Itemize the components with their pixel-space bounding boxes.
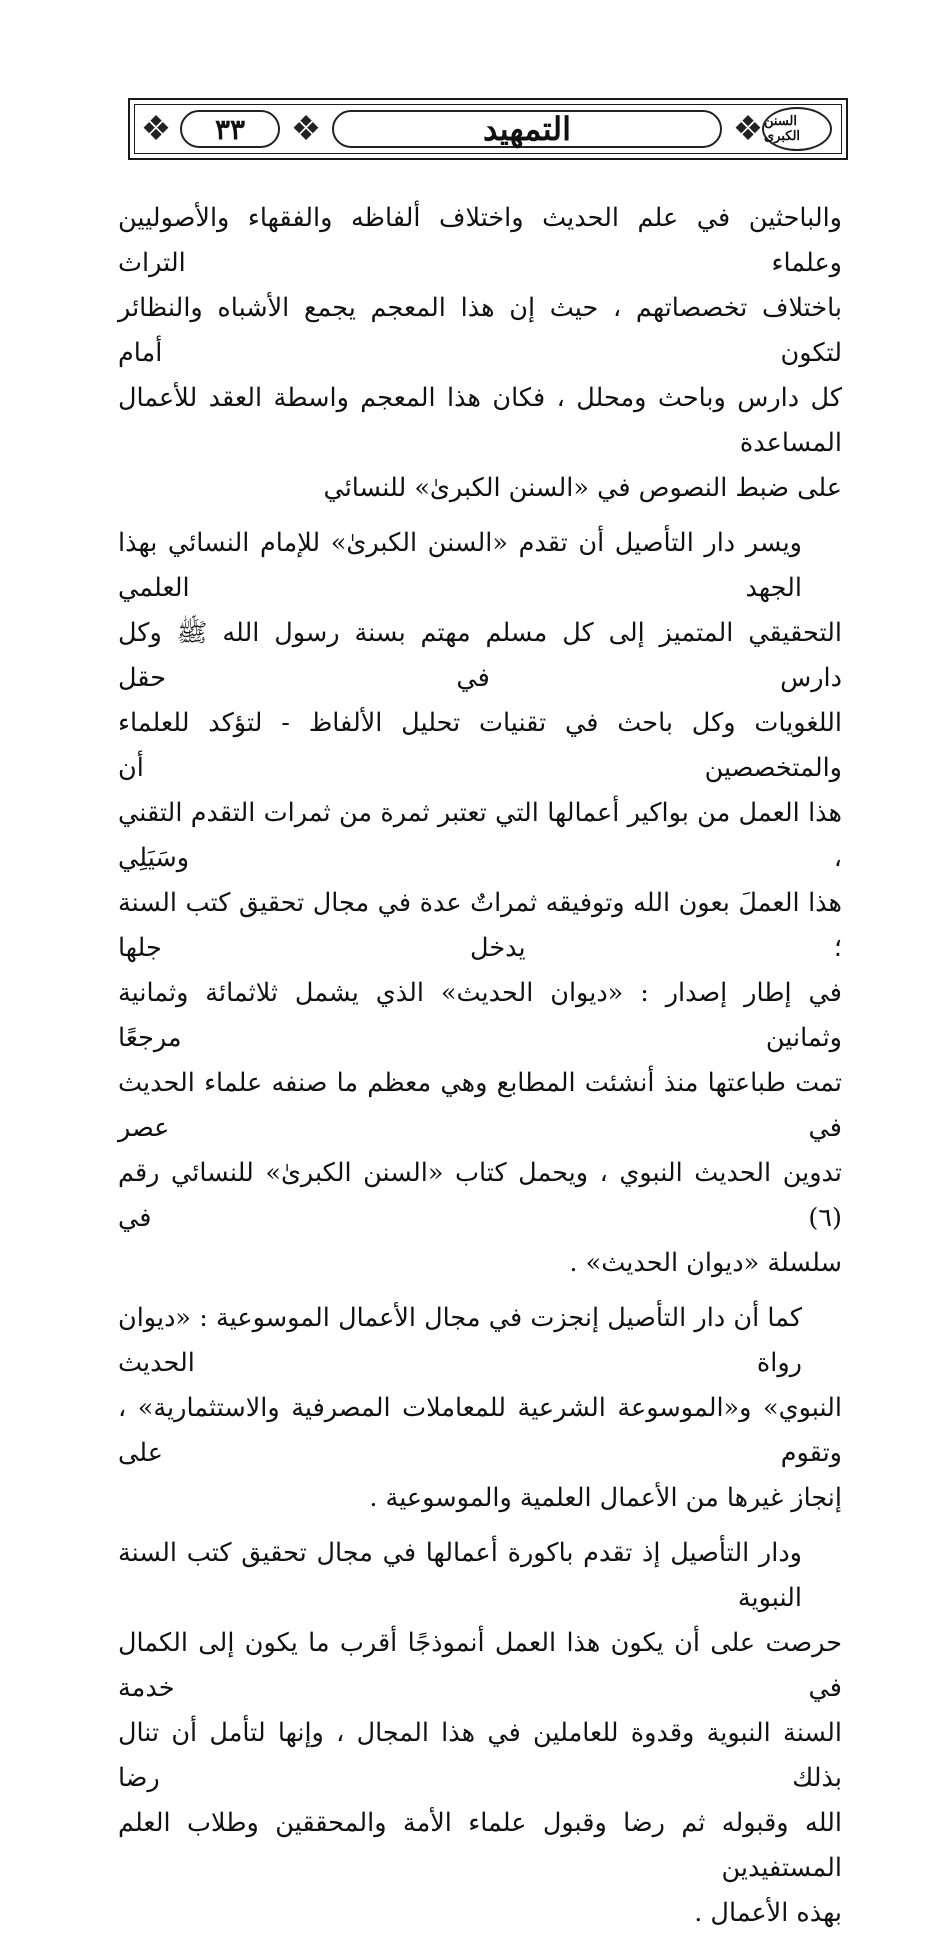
text-line: تدوين الحديث النبوي ، ويحمل كتاب «السنن الكبرىٰ» للنسائي رقم (٦) في xyxy=(118,1158,842,1233)
title-cartouche xyxy=(332,110,722,148)
text-line: كل دارس وباحث ومحلل ، فكان هذا المعجم واسطة العقد للأعمال المساعدة xyxy=(118,383,842,458)
book-seal-logo xyxy=(762,107,832,151)
text-line: سلسلة «ديوان الحديث» . xyxy=(569,1248,842,1278)
text-line: هذا العمل من بواكير أعمالها التي تعتبر ثمرة من ثمرات التقدم التقني ، وسَيَلِي xyxy=(118,798,842,873)
text-line: إنجاز غيرها من الأعمال العلمية والموسوعية . xyxy=(369,1483,842,1513)
paragraph-2 xyxy=(118,521,842,1286)
page-number-cartouche xyxy=(180,110,280,148)
paragraph-3 xyxy=(118,1296,842,1521)
text-line: بهذه الأعمال . xyxy=(694,1898,842,1928)
text-line: ويسر دار التأصيل أن تقدم «السنن الكبرىٰ» للإمام النسائي بهذا الجهد العلمي xyxy=(118,528,802,603)
text-line: تمت طباعتها منذ أنشئت المطابع وهي معظم ما صنفه علماء الحديث في عصر xyxy=(118,1068,842,1143)
page-title: التمهيد xyxy=(483,110,571,148)
paragraph-1 xyxy=(118,196,842,511)
text-line: في إطار إصدار : «ديوان الحديث» الذي يشمل ثلاثمائة وثمانية وثمانين مرجعًا xyxy=(118,978,842,1053)
text-line: حرصت على أن يكون هذا العمل أنموذجًا أقرب ما يكون إلى الكمال في خدمة xyxy=(118,1628,842,1703)
text-line: اللغويات وكل باحث في تقنيات تحليل الألفاظ - لتؤكد للعلماء والمتخصصين أن xyxy=(118,708,842,783)
text-line: النبوي» و«الموسوعة الشرعية للمعاملات المصرفية والاستثمارية» ، وتقوم على xyxy=(118,1393,842,1468)
text-line: الله وقبوله ثم رضا وقبول علماء الأمة والمحققين وطلاب العلم المستفيدين xyxy=(118,1808,842,1883)
seal-text: السنن الكبرى xyxy=(764,114,801,144)
body-text xyxy=(118,196,842,1946)
text-line: هذا العملَ بعون الله وتوفيقه ثمراتٌ عدة في مجال تحقيق كتب السنة ؛ يدخل جلها xyxy=(118,888,842,963)
mid-left-ornament-icon: ❖ xyxy=(290,109,322,149)
text-line: ودار التأصيل إذ تقدم باكورة أعمالها في مجال تحقيق كتب السنة النبوية xyxy=(118,1538,802,1613)
text-line: باختلاف تخصصاتهم ، حيث إن هذا المعجم يجمع الأشباه والنظائر لتكون أمام xyxy=(118,293,842,368)
text-line: والباحثين في علم الحديث واختلاف ألفاظه والفقهاء والأصوليين وعلماء التراث xyxy=(118,203,842,278)
text-line: على ضبط النصوص في «السنن الكبرىٰ» للنسائي xyxy=(323,473,842,503)
page-number: ٣٣ xyxy=(214,112,246,146)
paragraph-4 xyxy=(118,1531,842,1936)
text-line: السنة النبوية وقدوة للعاملين في هذا المجال ، وإنها لتأمل أن تنال بذلك رضا xyxy=(118,1718,842,1793)
text-line: التحقيقي المتميز إلى كل مسلم مهتم بسنة رسول الله ﷺ وكل دارس في حقل xyxy=(118,618,842,693)
mid-right-ornament-icon: ❖ xyxy=(732,109,764,149)
page-header xyxy=(128,98,848,160)
left-ornament-icon: ❖ xyxy=(140,109,172,149)
text-line: كما أن دار التأصيل إنجزت في مجال الأعمال الموسوعية : «ديوان رواة الحديث xyxy=(118,1303,802,1378)
